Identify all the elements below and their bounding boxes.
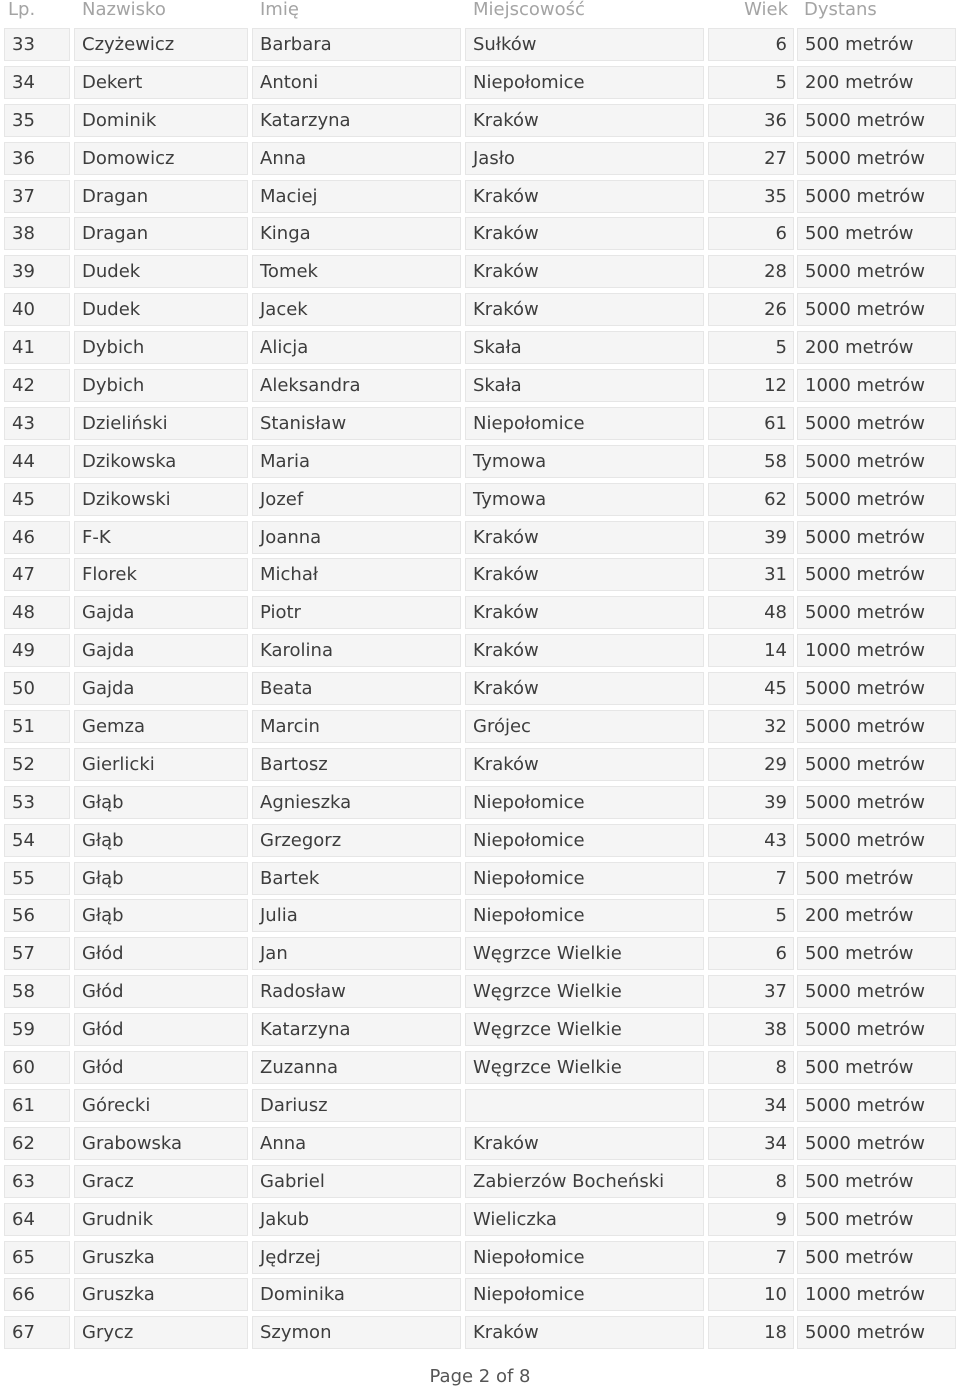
table-row <box>0 1164 960 1202</box>
cell-miejscowosc: Kraków <box>465 596 704 629</box>
cell-miejscowosc: Kraków <box>465 1316 704 1349</box>
cell-dystans: 1000 metrów <box>797 634 956 667</box>
cell-imie: Jozef <box>252 483 461 516</box>
cell-wiek: 8 <box>708 1165 794 1198</box>
cell-imie: Joanna <box>252 521 461 554</box>
cell-dystans: 500 metrów <box>797 1165 956 1198</box>
cell-miejscowosc: Jasło <box>465 142 704 175</box>
cell-miejscowosc: Wieliczka <box>465 1203 704 1236</box>
cell-wiek: 5 <box>708 66 794 99</box>
cell-imie: Beata <box>252 672 461 705</box>
cell-wiek: 26 <box>708 293 794 326</box>
cell-wiek: 31 <box>708 558 794 591</box>
table-row <box>0 1202 960 1240</box>
cell-imie: Maciej <box>252 180 461 213</box>
cell-lp: 50 <box>4 672 70 705</box>
cell-wiek: 39 <box>708 786 794 819</box>
cell-wiek: 27 <box>708 142 794 175</box>
cell-wiek: 34 <box>708 1089 794 1122</box>
cell-imie: Stanisław <box>252 407 461 440</box>
cell-imie: Jędrzej <box>252 1241 461 1274</box>
cell-imie: Katarzyna <box>252 1013 461 1046</box>
cell-imie: Jacek <box>252 293 461 326</box>
cell-lp: 58 <box>4 975 70 1008</box>
cell-dystans: 500 metrów <box>797 1241 956 1274</box>
cell-nazwisko: Głód <box>74 1013 248 1046</box>
cell-dystans: 5000 metrów <box>797 445 956 478</box>
cell-nazwisko: Dragan <box>74 217 248 250</box>
cell-nazwisko: Grabowska <box>74 1127 248 1160</box>
table-row <box>0 595 960 633</box>
cell-imie: Katarzyna <box>252 104 461 137</box>
table-row <box>0 65 960 103</box>
cell-dystans: 5000 metrów <box>797 824 956 857</box>
cell-miejscowosc: Grójec <box>465 710 704 743</box>
cell-imie: Gabriel <box>252 1165 461 1198</box>
cell-dystans: 500 metrów <box>797 1051 956 1084</box>
cell-wiek: 7 <box>708 1241 794 1274</box>
cell-lp: 65 <box>4 1241 70 1274</box>
cell-lp: 54 <box>4 824 70 857</box>
cell-wiek: 28 <box>708 255 794 288</box>
cell-imie: Julia <box>252 899 461 932</box>
cell-wiek: 6 <box>708 217 794 250</box>
table-row <box>0 936 960 974</box>
cell-miejscowosc: Kraków <box>465 634 704 667</box>
cell-wiek: 14 <box>708 634 794 667</box>
cell-wiek: 29 <box>708 748 794 781</box>
cell-wiek: 5 <box>708 899 794 932</box>
cell-dystans: 5000 metrów <box>797 255 956 288</box>
cell-nazwisko: Grudnik <box>74 1203 248 1236</box>
cell-lp: 38 <box>4 217 70 250</box>
cell-imie: Karolina <box>252 634 461 667</box>
table-row <box>0 633 960 671</box>
cell-miejscowosc: Skała <box>465 331 704 364</box>
table-row <box>0 406 960 444</box>
cell-lp: 57 <box>4 937 70 970</box>
table-row <box>0 1315 960 1353</box>
header-lp: Lp. <box>8 0 36 20</box>
cell-lp: 59 <box>4 1013 70 1046</box>
cell-dystans: 200 metrów <box>797 331 956 364</box>
cell-lp: 52 <box>4 748 70 781</box>
cell-wiek: 43 <box>708 824 794 857</box>
table-row <box>0 1126 960 1164</box>
cell-dystans: 5000 metrów <box>797 786 956 819</box>
cell-dystans: 5000 metrów <box>797 596 956 629</box>
cell-imie: Radosław <box>252 975 461 1008</box>
cell-miejscowosc: Niepołomice <box>465 1278 704 1311</box>
cell-miejscowosc: Kraków <box>465 104 704 137</box>
cell-nazwisko: Gemza <box>74 710 248 743</box>
cell-wiek: 61 <box>708 407 794 440</box>
cell-dystans: 5000 metrów <box>797 1316 956 1349</box>
cell-wiek: 5 <box>708 331 794 364</box>
cell-nazwisko: Głąb <box>74 862 248 895</box>
table-header <box>0 0 960 24</box>
cell-nazwisko: Głąb <box>74 786 248 819</box>
cell-wiek: 36 <box>708 104 794 137</box>
cell-lp: 34 <box>4 66 70 99</box>
cell-dystans: 5000 metrów <box>797 521 956 554</box>
cell-dystans: 5000 metrów <box>797 1089 956 1122</box>
cell-imie: Jakub <box>252 1203 461 1236</box>
cell-wiek: 58 <box>708 445 794 478</box>
table-row <box>0 671 960 709</box>
cell-nazwisko: Dybich <box>74 331 248 364</box>
header-miejscowosc: Miejscowość <box>473 0 585 20</box>
cell-miejscowosc: Węgrzce Wielkie <box>465 1013 704 1046</box>
cell-nazwisko: Głąb <box>74 824 248 857</box>
cell-dystans: 5000 metrów <box>797 142 956 175</box>
cell-nazwisko: Gracz <box>74 1165 248 1198</box>
cell-nazwisko: Domowicz <box>74 142 248 175</box>
cell-dystans: 5000 metrów <box>797 558 956 591</box>
cell-nazwisko: Grycz <box>74 1316 248 1349</box>
cell-miejscowosc: Niepołomice <box>465 786 704 819</box>
cell-miejscowosc: Węgrzce Wielkie <box>465 1051 704 1084</box>
cell-imie: Bartek <box>252 862 461 895</box>
cell-wiek: 39 <box>708 521 794 554</box>
table-row <box>0 747 960 785</box>
cell-dystans: 500 metrów <box>797 937 956 970</box>
cell-dystans: 200 metrów <box>797 66 956 99</box>
cell-nazwisko: Dzieliński <box>74 407 248 440</box>
cell-lp: 53 <box>4 786 70 819</box>
cell-nazwisko: Górecki <box>74 1089 248 1122</box>
table-row <box>0 557 960 595</box>
cell-dystans: 5000 metrów <box>797 748 956 781</box>
cell-dystans: 5000 metrów <box>797 975 956 1008</box>
table-row <box>0 216 960 254</box>
cell-dystans: 500 metrów <box>797 28 956 61</box>
cell-wiek: 6 <box>708 28 794 61</box>
cell-dystans: 5000 metrów <box>797 672 956 705</box>
cell-imie: Kinga <box>252 217 461 250</box>
cell-miejscowosc <box>465 1089 704 1122</box>
table-row <box>0 482 960 520</box>
cell-lp: 63 <box>4 1165 70 1198</box>
cell-imie: Barbara <box>252 28 461 61</box>
cell-miejscowosc: Tymowa <box>465 483 704 516</box>
cell-dystans: 500 metrów <box>797 1203 956 1236</box>
cell-wiek: 10 <box>708 1278 794 1311</box>
cell-imie: Tomek <box>252 255 461 288</box>
cell-miejscowosc: Kraków <box>465 1127 704 1160</box>
cell-lp: 61 <box>4 1089 70 1122</box>
cell-wiek: 6 <box>708 937 794 970</box>
cell-lp: 45 <box>4 483 70 516</box>
cell-lp: 42 <box>4 369 70 402</box>
cell-miejscowosc: Węgrzce Wielkie <box>465 937 704 970</box>
table-row <box>0 709 960 747</box>
cell-lp: 62 <box>4 1127 70 1160</box>
cell-imie: Marcin <box>252 710 461 743</box>
cell-miejscowosc: Kraków <box>465 180 704 213</box>
cell-imie: Zuzanna <box>252 1051 461 1084</box>
cell-imie: Aleksandra <box>252 369 461 402</box>
cell-imie: Dariusz <box>252 1089 461 1122</box>
cell-dystans: 500 metrów <box>797 862 956 895</box>
cell-nazwisko: Głąb <box>74 899 248 932</box>
cell-nazwisko: Dudek <box>74 293 248 326</box>
cell-nazwisko: Czyżewicz <box>74 28 248 61</box>
cell-dystans: 5000 metrów <box>797 104 956 137</box>
table-row <box>0 330 960 368</box>
cell-lp: 35 <box>4 104 70 137</box>
cell-lp: 40 <box>4 293 70 326</box>
table-row <box>0 444 960 482</box>
table-row <box>0 1050 960 1088</box>
cell-nazwisko: Dragan <box>74 180 248 213</box>
cell-nazwisko: Gierlicki <box>74 748 248 781</box>
participants-table <box>0 27 960 1353</box>
cell-miejscowosc: Kraków <box>465 521 704 554</box>
cell-nazwisko: Głód <box>74 937 248 970</box>
header-imie: Imię <box>260 0 299 20</box>
cell-nazwisko: Dzikowski <box>74 483 248 516</box>
header-wiek: Wiek <box>744 0 788 20</box>
cell-miejscowosc: Kraków <box>465 217 704 250</box>
cell-lp: 44 <box>4 445 70 478</box>
cell-dystans: 500 metrów <box>797 217 956 250</box>
cell-nazwisko: Gruszka <box>74 1241 248 1274</box>
cell-lp: 49 <box>4 634 70 667</box>
table-row <box>0 1088 960 1126</box>
table-row <box>0 861 960 899</box>
cell-imie: Szymon <box>252 1316 461 1349</box>
cell-nazwisko: Gajda <box>74 672 248 705</box>
table-row <box>0 785 960 823</box>
cell-miejscowosc: Skała <box>465 369 704 402</box>
cell-wiek: 7 <box>708 862 794 895</box>
cell-nazwisko: Głód <box>74 1051 248 1084</box>
cell-dystans: 5000 metrów <box>797 1013 956 1046</box>
cell-lp: 36 <box>4 142 70 175</box>
table-row <box>0 103 960 141</box>
cell-lp: 46 <box>4 521 70 554</box>
cell-nazwisko: F-K <box>74 521 248 554</box>
cell-miejscowosc: Tymowa <box>465 445 704 478</box>
cell-imie: Maria <box>252 445 461 478</box>
cell-miejscowosc: Niepołomice <box>465 899 704 932</box>
cell-imie: Piotr <box>252 596 461 629</box>
cell-dystans: 5000 metrów <box>797 407 956 440</box>
cell-imie: Jan <box>252 937 461 970</box>
cell-wiek: 35 <box>708 180 794 213</box>
cell-lp: 41 <box>4 331 70 364</box>
cell-imie: Anna <box>252 142 461 175</box>
table-row <box>0 898 960 936</box>
cell-dystans: 1000 metrów <box>797 1278 956 1311</box>
cell-imie: Bartosz <box>252 748 461 781</box>
cell-wiek: 32 <box>708 710 794 743</box>
table-row <box>0 974 960 1012</box>
cell-miejscowosc: Kraków <box>465 558 704 591</box>
table-row <box>0 254 960 292</box>
cell-wiek: 18 <box>708 1316 794 1349</box>
table-row <box>0 27 960 65</box>
cell-wiek: 34 <box>708 1127 794 1160</box>
cell-lp: 60 <box>4 1051 70 1084</box>
cell-imie: Anna <box>252 1127 461 1160</box>
cell-miejscowosc: Niepołomice <box>465 407 704 440</box>
cell-dystans: 5000 metrów <box>797 710 956 743</box>
cell-lp: 51 <box>4 710 70 743</box>
cell-nazwisko: Głód <box>74 975 248 1008</box>
table-row <box>0 823 960 861</box>
cell-lp: 55 <box>4 862 70 895</box>
table-row <box>0 179 960 217</box>
cell-wiek: 37 <box>708 975 794 1008</box>
cell-nazwisko: Gruszka <box>74 1278 248 1311</box>
page-number: Page 2 of 8 <box>429 1366 531 1387</box>
cell-nazwisko: Dudek <box>74 255 248 288</box>
cell-wiek: 45 <box>708 672 794 705</box>
cell-dystans: 1000 metrów <box>797 369 956 402</box>
table-row <box>0 292 960 330</box>
cell-lp: 67 <box>4 1316 70 1349</box>
table-row <box>0 520 960 558</box>
cell-dystans: 5000 metrów <box>797 483 956 516</box>
cell-nazwisko: Dzikowska <box>74 445 248 478</box>
cell-miejscowosc: Kraków <box>465 293 704 326</box>
cell-imie: Michał <box>252 558 461 591</box>
cell-nazwisko: Dominik <box>74 104 248 137</box>
cell-miejscowosc: Niepołomice <box>465 1241 704 1274</box>
cell-nazwisko: Gajda <box>74 596 248 629</box>
table-row <box>0 368 960 406</box>
cell-lp: 48 <box>4 596 70 629</box>
table-row <box>0 141 960 179</box>
cell-miejscowosc: Kraków <box>465 255 704 288</box>
cell-miejscowosc: Kraków <box>465 748 704 781</box>
header-dystans: Dystans <box>804 0 877 20</box>
cell-imie: Alicja <box>252 331 461 364</box>
cell-dystans: 5000 metrów <box>797 293 956 326</box>
table-row <box>0 1012 960 1050</box>
cell-miejscowosc: Niepołomice <box>465 824 704 857</box>
cell-miejscowosc: Niepołomice <box>465 862 704 895</box>
cell-dystans: 5000 metrów <box>797 180 956 213</box>
cell-lp: 39 <box>4 255 70 288</box>
cell-imie: Agnieszka <box>252 786 461 819</box>
cell-lp: 37 <box>4 180 70 213</box>
cell-imie: Dominika <box>252 1278 461 1311</box>
cell-lp: 56 <box>4 899 70 932</box>
header-nazwisko: Nazwisko <box>82 0 166 20</box>
cell-miejscowosc: Kraków <box>465 672 704 705</box>
cell-nazwisko: Gajda <box>74 634 248 667</box>
cell-wiek: 9 <box>708 1203 794 1236</box>
cell-wiek: 12 <box>708 369 794 402</box>
cell-lp: 33 <box>4 28 70 61</box>
cell-miejscowosc: Niepołomice <box>465 66 704 99</box>
cell-miejscowosc: Zabierzów Bocheński <box>465 1165 704 1198</box>
cell-wiek: 8 <box>708 1051 794 1084</box>
cell-imie: Antoni <box>252 66 461 99</box>
cell-miejscowosc: Sułków <box>465 28 704 61</box>
cell-nazwisko: Dekert <box>74 66 248 99</box>
cell-lp: 64 <box>4 1203 70 1236</box>
cell-dystans: 5000 metrów <box>797 1127 956 1160</box>
table-row <box>0 1277 960 1315</box>
cell-miejscowosc: Węgrzce Wielkie <box>465 975 704 1008</box>
cell-lp: 66 <box>4 1278 70 1311</box>
cell-wiek: 48 <box>708 596 794 629</box>
cell-wiek: 38 <box>708 1013 794 1046</box>
table-row <box>0 1240 960 1278</box>
cell-nazwisko: Dybich <box>74 369 248 402</box>
cell-lp: 43 <box>4 407 70 440</box>
cell-lp: 47 <box>4 558 70 591</box>
cell-dystans: 200 metrów <box>797 899 956 932</box>
cell-imie: Grzegorz <box>252 824 461 857</box>
cell-wiek: 62 <box>708 483 794 516</box>
cell-nazwisko: Florek <box>74 558 248 591</box>
